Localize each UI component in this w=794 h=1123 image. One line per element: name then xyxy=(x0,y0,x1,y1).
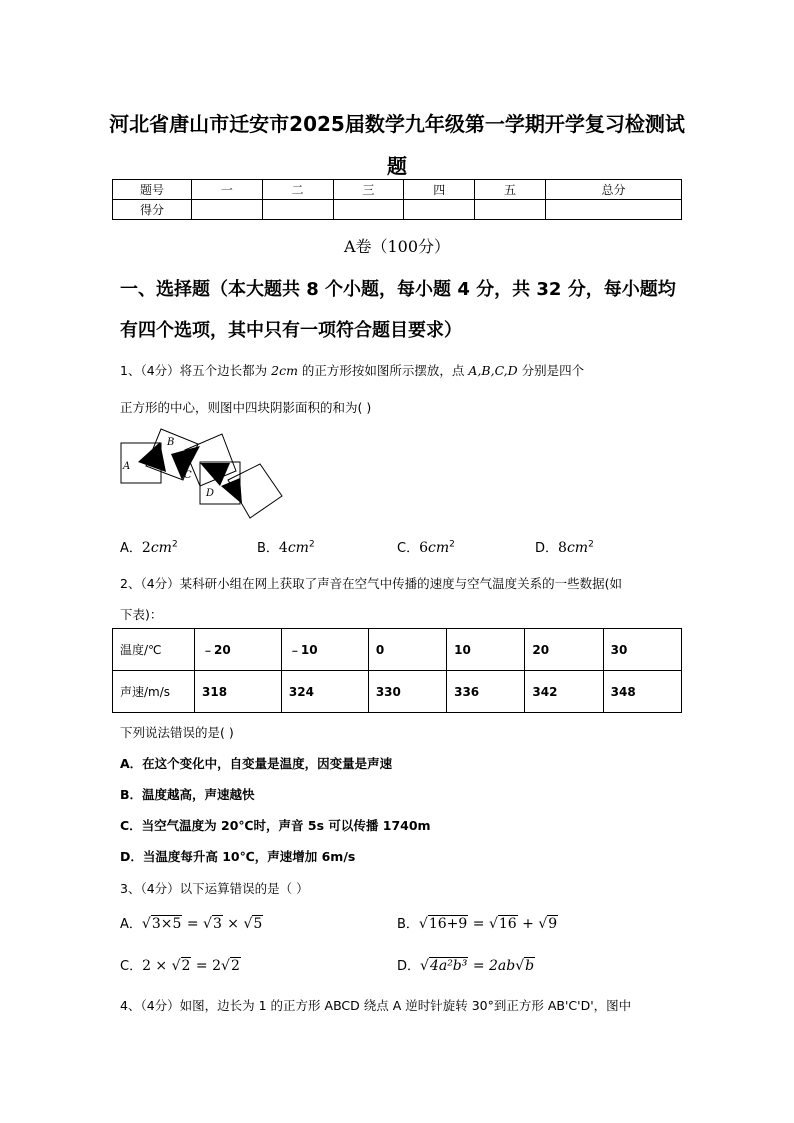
radicand: 16 xyxy=(498,916,517,932)
table-cell: 10 xyxy=(447,629,525,671)
q1-figure xyxy=(118,424,288,524)
radicand: 4a²b³ xyxy=(429,958,468,974)
page-title-line2: 题 xyxy=(387,154,407,178)
radicand: 2 xyxy=(230,958,240,974)
score-header-cell: 四 xyxy=(404,180,475,200)
option-unit: cm xyxy=(287,540,309,556)
figure-label: D xyxy=(206,488,215,499)
option-exponent: 2 xyxy=(308,539,315,550)
radicand: 3 xyxy=(212,916,222,932)
q1-suffix: 分别是四个 xyxy=(517,363,585,378)
score-table-header-row xyxy=(113,180,682,200)
operator: × xyxy=(222,916,244,932)
figure-label: B xyxy=(167,437,175,448)
shadow-4 xyxy=(221,478,242,504)
option-letter: C． xyxy=(120,959,143,974)
q3-option-c[interactable]: C．2 × √2 = 2√2 xyxy=(120,958,240,974)
score-cell xyxy=(404,200,475,220)
score-cell xyxy=(545,200,681,220)
option-exponent: 2 xyxy=(449,539,455,550)
table-cell: ﹣10 xyxy=(281,629,368,671)
option-letter: B． xyxy=(257,541,279,556)
option-number: 2 xyxy=(141,540,151,556)
operator: + xyxy=(517,916,539,932)
q1-option-c[interactable] xyxy=(397,537,455,556)
table-row xyxy=(113,629,682,671)
question-2-stem: 下列说法错误的是( ) xyxy=(120,725,234,740)
option-letter: D． xyxy=(535,541,559,556)
option-letter: A． xyxy=(120,541,142,556)
score-table xyxy=(112,179,682,220)
q1-option-b[interactable] xyxy=(257,537,315,556)
table-cell: 348 xyxy=(603,671,681,713)
score-header-cell: 五 xyxy=(475,180,546,200)
figure-label: C xyxy=(184,470,192,481)
q2-option-c[interactable]: C．当空气温度为 20℃时，声音 5s 可以传播 1740m xyxy=(120,818,431,833)
sound-speed-table xyxy=(112,628,682,713)
score-header-cell: 三 xyxy=(333,180,404,200)
q2-option-b[interactable]: B．温度越高，声速越快 xyxy=(120,787,255,802)
table-cell: 30 xyxy=(603,629,681,671)
score-header-cell: 题号 xyxy=(113,180,192,200)
q1-unit: cm xyxy=(279,363,298,378)
table-row xyxy=(113,671,682,713)
score-header-cell: 一 xyxy=(192,180,263,200)
option-unit: cm xyxy=(428,540,450,556)
option-number: 6 xyxy=(419,540,428,556)
option-number: 4 xyxy=(278,540,288,556)
q3-option-b[interactable]: B．√16+9 = √16 + √9 xyxy=(397,916,558,932)
option-letter: C． xyxy=(397,541,420,556)
operator: = xyxy=(182,916,204,932)
table-cell: 声速/m/s xyxy=(113,671,195,713)
operator: = 2ab xyxy=(468,958,516,974)
section-heading-line2: 有四个选项，其中只有一项符合题目要求） xyxy=(120,320,462,341)
option-letter: A． xyxy=(120,917,142,932)
q3-option-a[interactable]: A．√3×5 = √3 × √5 xyxy=(120,916,263,932)
radicand: b xyxy=(525,958,535,974)
page-title-line1: 河北省唐山市迁安市2025届数学九年级第一学期开学复习检测试 xyxy=(109,112,685,136)
score-cell xyxy=(192,200,263,220)
score-table-row xyxy=(113,200,682,220)
option-exponent: 2 xyxy=(171,539,178,550)
table-cell: 342 xyxy=(525,671,603,713)
option-exponent: 2 xyxy=(588,539,594,550)
q2-option-d[interactable]: D．当温度每升高 10℃，声速增加 6m/s xyxy=(120,849,356,864)
option-letter: B． xyxy=(397,917,419,932)
radicand: 16+9 xyxy=(428,916,468,932)
question-1-line1 xyxy=(120,361,584,379)
section-heading-line1: 一、选择题（本大题共 8 个小题，每小题 4 分，共 32 分，每小题均 xyxy=(120,279,676,300)
shadow-1 xyxy=(138,442,166,472)
figure-label: A xyxy=(123,461,131,472)
question-4-line1: 4、（4分）如图，边长为 1 的正方形 ABCD 绕点 A 逆时针旋转 30°到正方形 AB'C'D'，图中 xyxy=(120,998,632,1013)
table-cell: 324 xyxy=(281,671,368,713)
table-cell: 20 xyxy=(525,629,603,671)
table-cell: 330 xyxy=(368,671,446,713)
operator: 2 × xyxy=(142,958,172,974)
q1-option-d[interactable] xyxy=(535,537,594,556)
q1-option-a[interactable] xyxy=(120,537,178,556)
q1-prefix: 1、（4分）将五个边长都为 xyxy=(120,363,272,378)
table-cell: ﹣20 xyxy=(195,629,282,671)
radicand: 3×5 xyxy=(151,916,182,932)
question-1-line2: 正方形的中心，则图中四块阴影面积的和为( ) xyxy=(120,400,372,415)
question-2-line2: 下表)： xyxy=(120,607,163,622)
score-row-label: 得分 xyxy=(113,200,192,220)
operator: = xyxy=(468,916,489,932)
score-header-cell: 总分 xyxy=(545,180,681,200)
q1-value: 2 xyxy=(271,363,280,378)
score-header-cell: 二 xyxy=(262,180,333,200)
table-cell: 318 xyxy=(195,671,282,713)
q3-option-d[interactable]: D．√4a²b³ = 2ab√b xyxy=(397,958,535,974)
q1-mid: 的正方形按如图所示摆放，点 xyxy=(297,363,469,378)
table-cell: 温度/℃ xyxy=(113,629,195,671)
score-cell xyxy=(262,200,333,220)
option-number: 8 xyxy=(558,540,567,556)
radicand: 9 xyxy=(548,916,558,932)
option-letter: D． xyxy=(397,959,421,974)
q2-option-a[interactable]: A．在这个变化中，自变量是温度，因变量是声速 xyxy=(120,756,393,771)
score-cell xyxy=(475,200,546,220)
shadow-3 xyxy=(200,463,230,486)
radicand: 5 xyxy=(253,916,263,932)
option-unit: cm xyxy=(566,540,589,556)
volume-heading: A卷（100分） xyxy=(343,237,451,256)
table-cell: 336 xyxy=(447,671,525,713)
table-cell: 0 xyxy=(368,629,446,671)
option-unit: cm xyxy=(150,540,172,556)
question-3-stem: 3、（4分）以下运算错误的是（ ） xyxy=(120,881,309,896)
score-cell xyxy=(333,200,404,220)
operator: = 2 xyxy=(191,958,222,974)
radicand: 2 xyxy=(181,958,191,974)
question-2-line1: 2、（4分）某科研小组在网上获取了声音在空气中传播的速度与空气温度关系的一些数据(如 xyxy=(120,576,623,591)
q1-points: A,B,C,D xyxy=(468,363,518,378)
